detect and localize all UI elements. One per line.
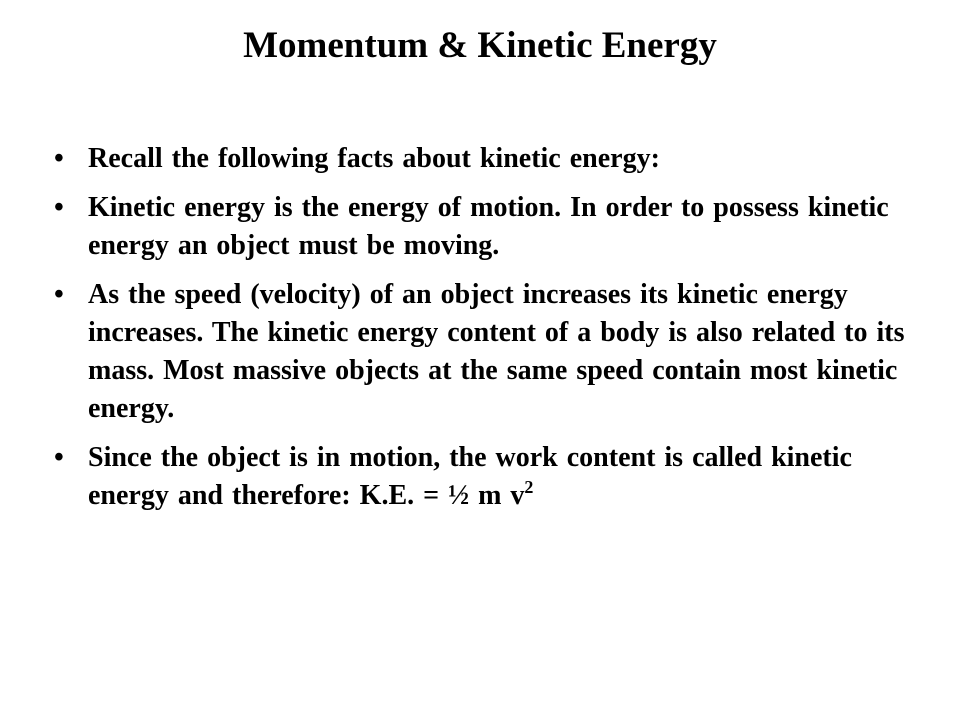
bullet-icon: • xyxy=(54,143,64,174)
bullet-icon: • xyxy=(54,192,64,223)
bullet-icon: • xyxy=(54,442,64,473)
bullet-item-recall xyxy=(50,140,920,178)
bullet-text: As the speed (velocity) of an object increases its kinetic energy increases. The kinetic energy content of a body is also related to its mass. Most massive objects at the same speed contain most kinetic energy. xyxy=(88,279,905,424)
bullet-text: Since the object is in motion, the work content is called kinetic energy and therefore: K.E. = ½ m v xyxy=(88,442,852,511)
bullet-icon: • xyxy=(54,279,64,310)
bullet-item-definition xyxy=(50,189,920,265)
bullet-text: Recall the following facts about kinetic energy: xyxy=(88,143,660,174)
slide-title: Momentum & Kinetic Energy xyxy=(243,25,717,66)
bullet-item-formula xyxy=(50,439,920,515)
formula-exponent: 2 xyxy=(524,477,534,497)
bullet-list xyxy=(50,140,920,526)
bullet-text: Kinetic energy is the energy of motion. In order to possess kinetic energy an object must be moving. xyxy=(88,192,889,261)
bullet-item-speed-mass xyxy=(50,276,920,428)
